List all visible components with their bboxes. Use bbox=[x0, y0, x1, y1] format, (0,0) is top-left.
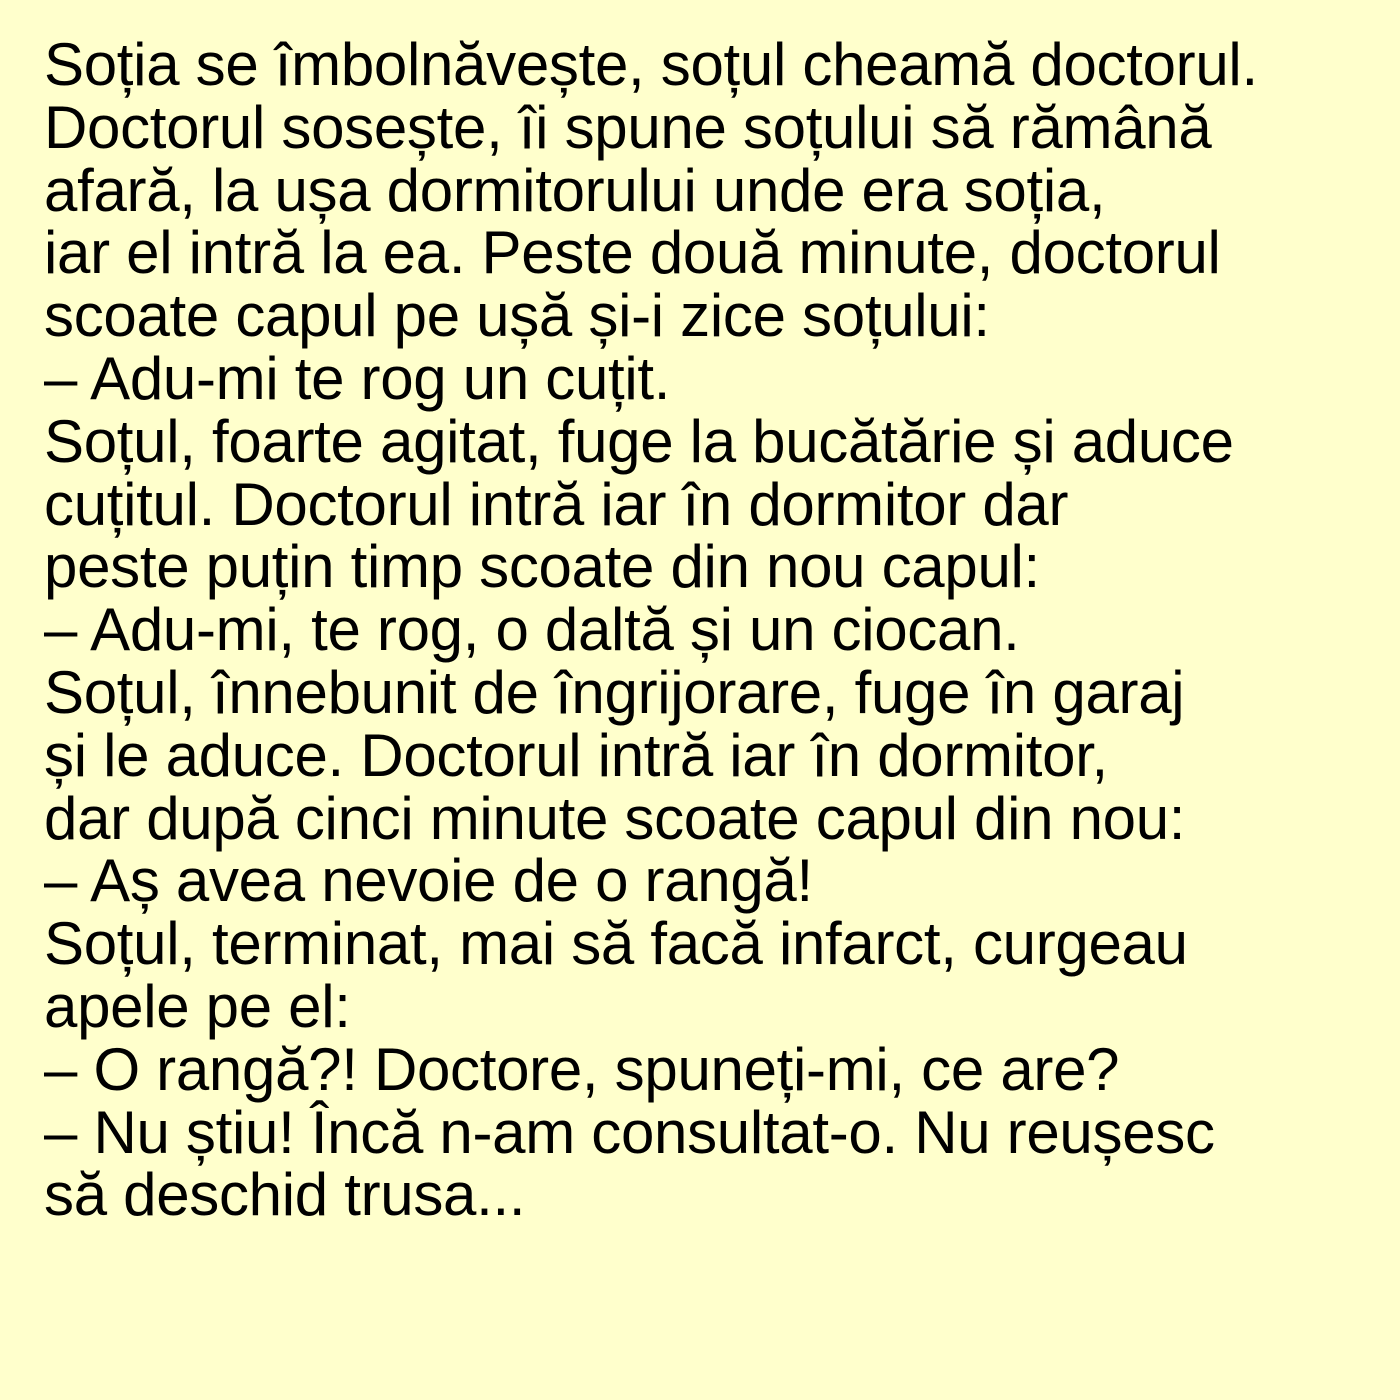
dialogue-line: – Adu-mi, te rog, o daltă și un ciocan. bbox=[44, 596, 1020, 664]
text-line: scoate capul pe ușă și-i zice soțului: bbox=[44, 282, 990, 350]
punchline-line: să deschid trusa... bbox=[44, 1161, 526, 1229]
text-line: și le aduce. Doctorul intră iar în dormitor, bbox=[44, 721, 1108, 789]
text-line: afară, la ușa dormitorului unde era soția, bbox=[44, 156, 1106, 224]
text-line: dar după cinci minute scoate capul din nou: bbox=[44, 784, 1186, 852]
text-line: Soția se îmbolnăvește, soțul cheamă doctorul. bbox=[44, 31, 1258, 98]
dialogue-line: – Adu-mi te rog un cuțit. bbox=[44, 344, 671, 412]
text-line: peste puțin timp scoate din nou capul: bbox=[44, 533, 1040, 601]
text-line: Doctorul sosește, îi spune soțului să rămână bbox=[44, 93, 1212, 161]
text-line: cuțitul. Doctorul intră iar în dormitor dar bbox=[44, 470, 1069, 538]
text-line: apele pe el: bbox=[44, 972, 351, 1040]
joke-text bbox=[44, 31, 1384, 1229]
dialogue-line: – Aș avea nevoie de o rangă! bbox=[44, 847, 813, 915]
text-line: iar el intră la ea. Peste două minute, doctorul bbox=[44, 219, 1221, 287]
dialogue-line: – O rangă?! Doctore, spuneți-mi, ce are? bbox=[44, 1035, 1120, 1103]
text-line: Soțul, înnebunit de îngrijorare, fuge în garaj bbox=[44, 658, 1185, 726]
text-line: Soțul, foarte agitat, fuge la bucătărie și aduce bbox=[44, 407, 1234, 475]
dialogue-line: – Nu știu! Încă n-am consultat-o. Nu reușesc bbox=[44, 1098, 1215, 1166]
text-line: Soțul, terminat, mai să facă infarct, curgeau bbox=[44, 910, 1188, 978]
